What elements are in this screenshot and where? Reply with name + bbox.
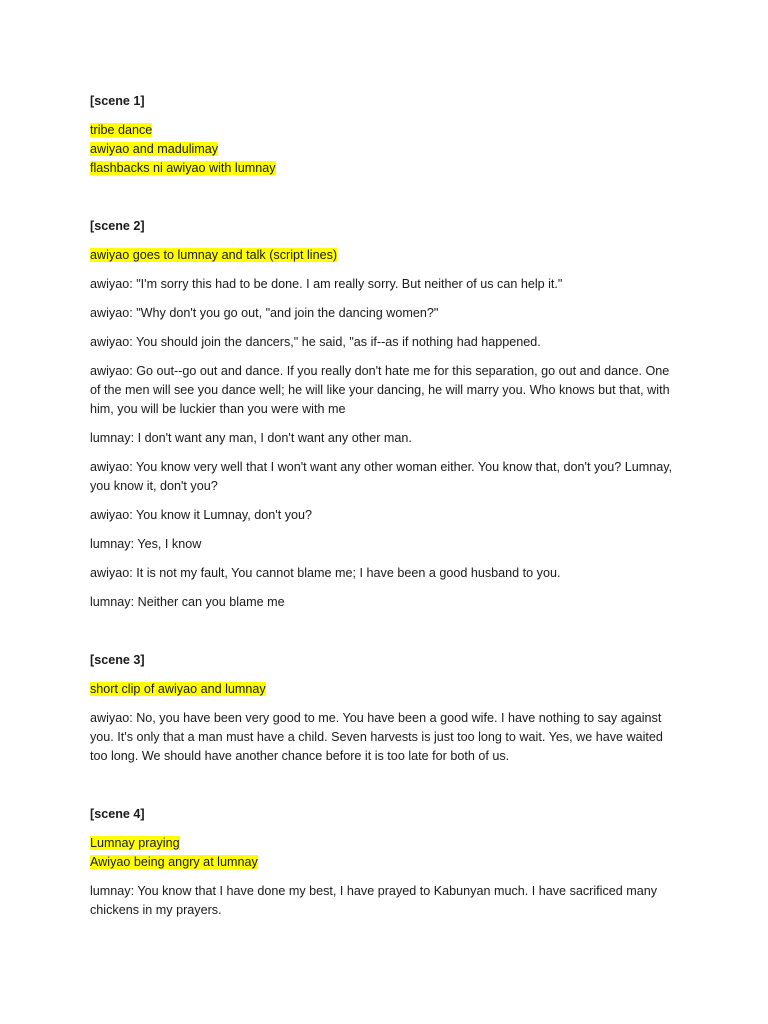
scene-notes (90, 680, 680, 699)
scene-heading: [scene 4] (90, 807, 145, 821)
dialogue-line: lumnay: Yes, I know (90, 537, 202, 551)
scene-4 (90, 805, 680, 920)
scene-note: awiyao and madulimay (90, 142, 219, 156)
scene-3 (90, 651, 680, 766)
scene-2 (90, 217, 680, 612)
dialogue-line: awiyao: You should join the dancers," he said, "as if--as if nothing had happened. (90, 335, 541, 349)
dialogue-line: awiyao: "Why don't you go out, "and join the dancing women?" (90, 306, 439, 320)
scene-notes (90, 121, 680, 178)
scene-note: awiyao goes to lumnay and talk (script lines) (90, 248, 338, 262)
scene-heading: [scene 1] (90, 94, 145, 108)
scene-note: flashbacks ni awiyao with lumnay (90, 161, 276, 175)
scene-notes (90, 834, 680, 872)
dialogue-line: awiyao: Go out--go out and dance. If you really don't hate me for this separation, go out and dance. One of the men will see you dance well; he will like your dancing, he will marry you. Who knows but that, with him, you will be luckier than you were with me (90, 364, 670, 416)
dialogue-line: awiyao: You know it Lumnay, don't you? (90, 508, 313, 522)
scene-1 (90, 92, 680, 178)
dialogue-line: lumnay: You know that I have done my best, I have prayed to Kabunyan much. I have sacrificed many chickens in my prayers. (90, 884, 658, 917)
scene-note: Lumnay praying (90, 836, 180, 850)
scene-heading: [scene 2] (90, 219, 145, 233)
dialogue-line: awiyao: You know very well that I won't want any other woman either. You know that, don't you? Lumnay, you know it, don't you? (90, 460, 673, 493)
scene-heading: [scene 3] (90, 653, 145, 667)
dialogue-line: lumnay: Neither can you blame me (90, 595, 285, 609)
dialogue-line: awiyao: "I'm sorry this had to be done. I am really sorry. But neither of us can help it." (90, 277, 563, 291)
dialogue-line: awiyao: It is not my fault, You cannot blame me; I have been a good husband to you. (90, 566, 561, 580)
scene-note: short clip of awiyao and lumnay (90, 682, 266, 696)
dialogue-line: awiyao: No, you have been very good to me. You have been a good wife. I have nothing to say against you. It's only that a man must have a child. Seven harvests is just too long to wait. Yes, we have waited too long. We should have another chance before it is too late for both of us. (90, 711, 663, 763)
script-document (90, 92, 680, 930)
scene-note: tribe dance (90, 123, 153, 137)
dialogue-line: lumnay: I don't want any man, I don't want any other man. (90, 431, 412, 445)
scene-note: Awiyao being angry at lumnay (90, 855, 258, 869)
scene-notes (90, 246, 680, 265)
